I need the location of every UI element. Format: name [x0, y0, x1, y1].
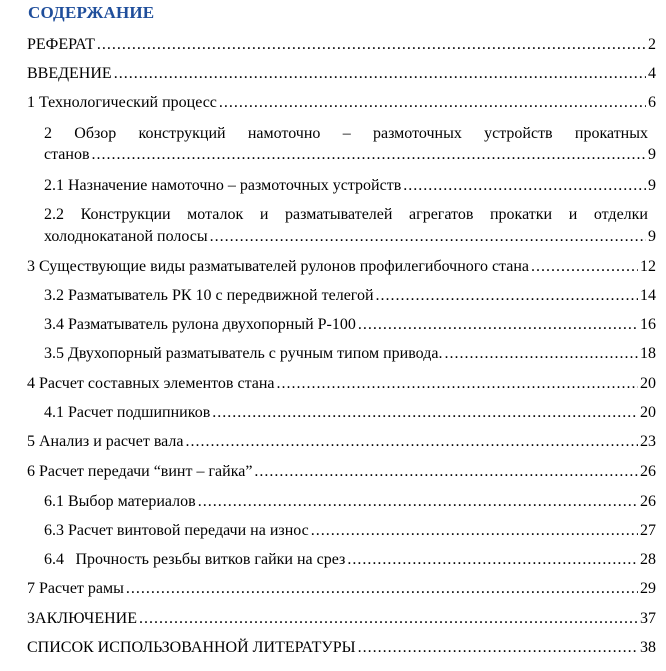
toc-entry-3-4[interactable] [44, 315, 656, 335]
toc-leader-dots [92, 145, 646, 165]
toc-page-number: 29 [640, 580, 656, 597]
toc-entry-label: 6.3 Расчет винтовой передачи на износ [44, 522, 309, 539]
toc-entry-2-2-line1[interactable]: 2.2 Конструкции моталок и разматывателей агрегатов прокатки и отделки [44, 206, 648, 223]
toc-page-number: 37 [640, 610, 656, 627]
toc-page-number: 9 [648, 177, 656, 194]
toc-leader-dots [403, 176, 646, 196]
toc-entry-1[interactable] [27, 93, 656, 113]
toc-page-number: 20 [640, 375, 656, 392]
toc-entry-6-1[interactable] [44, 492, 656, 512]
toc-entry-3-5[interactable] [44, 344, 656, 364]
toc-leader-dots [185, 432, 638, 452]
toc-page-number: 38 [640, 639, 656, 656]
toc-leader-dots [376, 286, 638, 306]
toc-leader-dots [358, 638, 638, 658]
toc-entry-4-1[interactable] [44, 403, 656, 423]
toc-entry-label: 3.5 Двухопорный разматыватель с ручным типом привода. [44, 345, 443, 362]
toc-entry-label: 6 Расчет передачи “винт – гайка” [27, 463, 253, 480]
toc-entry-label: 3 Существующие виды разматывателей рулонов профилегибочного стана [27, 258, 529, 275]
toc-entry-3-2[interactable] [44, 286, 656, 306]
toc-leader-dots [277, 374, 638, 394]
toc-page-number: 28 [640, 551, 656, 568]
toc-page-number: 4 [648, 65, 656, 82]
toc-leader-dots [311, 521, 638, 541]
toc-leader-dots [531, 257, 638, 277]
toc-entry-label: 3.2 Разматыватель РК 10 с передвижной телегой [44, 287, 374, 304]
toc-entry-label: 6.1 Выбор материалов [44, 493, 196, 510]
toc-page-number: 2 [648, 36, 656, 53]
toc-entry-label: РЕФЕРАТ [27, 36, 95, 53]
toc-entry-abstract[interactable] [27, 35, 656, 55]
toc-leader-dots [254, 462, 638, 482]
toc-page-number: 14 [640, 287, 656, 304]
toc-entry-conclusion[interactable] [27, 609, 656, 629]
toc-entry-7[interactable] [27, 579, 656, 599]
toc-leader-dots [198, 492, 638, 512]
toc-page-number: 26 [640, 463, 656, 480]
toc-entry-label: 4 Расчет составных элементов стана [27, 375, 275, 392]
toc-entry-label: холоднокатаной полосы [44, 228, 208, 245]
toc-entry-2[interactable] [44, 145, 656, 165]
page-title: СОДЕРЖАНИЕ [28, 3, 155, 22]
toc-entry-2-2[interactable] [44, 227, 656, 247]
toc-entry-label: ВВЕДЕНИЕ [27, 65, 112, 82]
toc-page-number: 27 [640, 522, 656, 539]
toc-entry-label: 4.1 Расчет подшипников [44, 404, 211, 421]
toc-page-number: 12 [640, 258, 656, 275]
toc-page-number: 23 [640, 433, 656, 450]
toc-page-number: 26 [640, 493, 656, 510]
toc-leader-dots [347, 550, 638, 570]
toc-page-number: 9 [648, 146, 656, 163]
toc-entry-introduction[interactable] [27, 64, 656, 84]
toc-entry-label: 5 Анализ и расчет вала [27, 433, 184, 450]
toc-leader-dots [126, 579, 638, 599]
toc-page-number: 18 [640, 345, 656, 362]
toc-entry-label: 1 Технологический процесс [27, 94, 217, 111]
toc-entry-label: Прочность резьбы витков гайки на срез [75, 551, 346, 568]
toc-entry-label: 3.4 Разматыватель рулона двухопорный Р-100 [44, 316, 356, 333]
toc-entry-3[interactable] [27, 257, 656, 277]
toc-leader-dots [212, 403, 638, 423]
toc-entry-2-line1[interactable]: 2 Обзор конструкций намоточно – размоточных устройств прокатных [44, 125, 648, 142]
toc-page-number: 6 [648, 94, 656, 111]
toc-entry-2-1[interactable] [44, 176, 656, 196]
toc-entry-label: станов [44, 146, 90, 163]
toc-leader-dots [97, 35, 646, 55]
toc-entry-label: 2.1 Назначение намоточно – размоточных устройств [44, 177, 402, 194]
toc-entry-label: ЗАКЛЮЧЕНИЕ [27, 610, 137, 627]
toc-entry-6[interactable] [27, 462, 656, 482]
toc-leader-dots [358, 315, 638, 335]
toc-entry-6-4[interactable] [44, 550, 656, 570]
toc-leader-dots [139, 609, 638, 629]
toc-entry-6-3[interactable] [44, 521, 656, 541]
toc-entry-5[interactable] [27, 432, 656, 452]
toc-entry-4[interactable] [27, 374, 656, 394]
toc-leader-dots [114, 64, 646, 84]
toc-page-number: 20 [640, 404, 656, 421]
toc-leader-dots [219, 93, 646, 113]
toc-page-number: 9 [648, 228, 656, 245]
toc-entry-label: 7 Расчет рамы [27, 580, 124, 597]
toc-entry-label: СПИСОК ИСПОЛЬЗОВАННОЙ ЛИТЕРАТУРЫ [27, 639, 356, 656]
toc-entry-references[interactable] [27, 638, 656, 658]
toc-entry-number: 6.4 [44, 551, 64, 568]
toc-leader-dots [210, 227, 646, 247]
toc-page-number: 16 [640, 316, 656, 333]
toc-leader-dots [444, 344, 638, 364]
